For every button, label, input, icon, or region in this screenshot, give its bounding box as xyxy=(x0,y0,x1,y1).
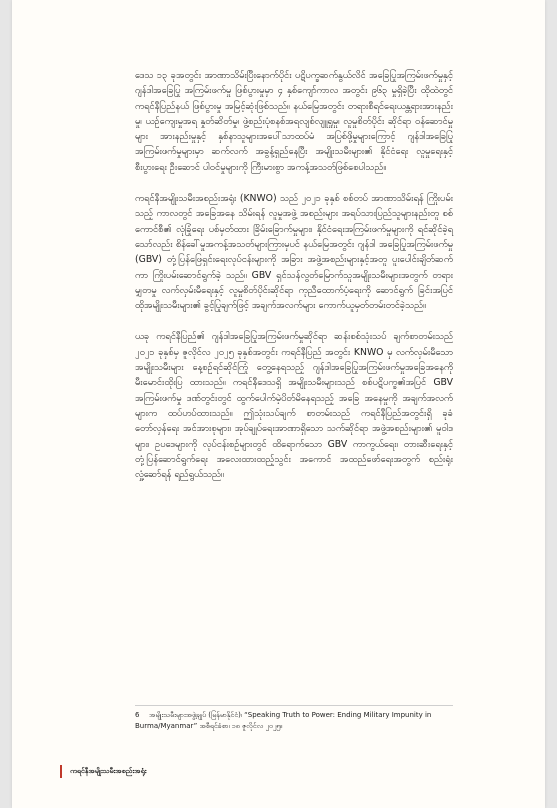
document-page xyxy=(12,0,545,808)
footer-organization-name: ကရင်နီအမျိုးသမီးအစည်းအရုံး xyxy=(70,767,147,775)
paragraph-1: ဒေသ ၁၃ ခုအတွင်း အာဏာသိမ်းပြီးနောက်ပိုင်း ပဋိပက္ခဆက်နွယ်လိင် အခြေပြုအကြမ်းဖက်မှုနှင့် ဂျန်ဒါအခြေပြု အကြမ်းဖက်မှု ဖြစ်ပွားမှုမှာ ၄ နှစ်ကျော်ကာလ အတွင်း ၉၆၃ မှုရှိခဲ့ပြီး ထိုထဲတွင် ကရင်နီပြည်နယ် ဖြစ်ပွားမှု အမြင့်ဆုံးဖြစ်သည်။ နယ်မြေအတွင်း တရားစီရင်ရေးယန္တရားအားနည်းမှု၊ ယဉ်ကျေးမှုအရ နှုတ်ဆိတ်မှု၊ ဖွဲ့စည်းပုံစနစ်အရလျစ်လျူရှုမှု၊ လူမှုစိတ်ပိုင်း ဆိုင်ရာ ဝန်ဆောင်မှုများ အားနည်းမှုနှင့် နှစ်နာသူများအပေါ်သာထပ်မံ အပြစ်ဖို့မှုများကြောင့် ဂျန်ဒါအခြေပြုအကြမ်းဖက်မှုများမှာ ဆက်လက် အခွန့်ရှည်နေပြီး အမျိုးသမီးများ၏ နိုင်ငံရေး လူမှုရေးနှင့် စီးပွားရေး ဦးဆောင် ပါဝင်မှုများကို ကြီးမားစွာ အကန့်အသတ်ဖြစ်စေပါသည်။ xyxy=(135,70,453,173)
footnote xyxy=(135,710,453,732)
paragraph-2: ကရင်နီအမျိုးသမီးအစည်းအရုံး (KNWO) သည် ၂၀၂၁ ခုနှစ် စစ်တပ် အာဏာသိမ်းရန် ကြိုးပမ်းသည့် ကာလတွင် အခြေအနေ သိမ်းရန် လူမှုအဖွဲ့ အစည်းများ အရပ်သားပြည်သူများနည်းတူ စစ်ကောင်စီ၏ လုံခြုံရေး ပစ်မှတ်ထား ခြိမ်းခြောက်မှုများ၊ နိုင်ငံရေးအကြမ်းဖက်မှုများကို ရင်ဆိုင်ခဲ့ရ သော်လည်း စိန်ခေါ်မှုအကန့်အသတ်များကြားမှပင် နယ်မြေအတွင်း ဂျန်ဒါ အခြေပြုအကြမ်းဖက်မှု (GBV) တုံ့ပြန်ဖြေရှင်းရေးလုပ်ငန်းများကို အခြား အဖွဲ့အစည်းများနှင့်အတူ ပူးပေါင်းချိတ်ဆက်ကာ ကြိုးပမ်းဆောင်ရွက်ခဲ့ သည်။ GBV ရှင်သန်လွတ်မြောက်သူအမျိုးသမီးများအတွက် တရားမျှတမှု လက်လှမ်းမီရေးနှင့် လူမှုစိတ်ပိုင်းဆိုင်ရာ ကုညီထောက်ပံ့ရေးကို ဆောင်ရွက် ခြင်းအပြင် ထိုအမျိုးသမီးများ၏ ခွင့်ပြုချက်ဖြင့် အချက်အလက်များ ကောက်ယူမှတ်တမ်းတင်ခဲ့သည်။ xyxy=(135,193,453,312)
paragraph-3: ယခု ကရင်နီပြည်၏ ဂျန်ဒါအခြေပြုအကြမ်းဖက်မှုဆိုင်ရာ ဆန်းစစ်သုံးသပ် ချက်စာတမ်းသည် ၂၀၂၁ ခုနှစ်မှ ဇူလိုင်လ ၂၀၂၅ ခုနှစ်အတွင်း ကရင်နီပြည် အတွင်း KNWO မှ လက်လှမ်းမီသော အမျိုးသမီးများ နေ့စဉ်ရင်ဆိုင်ကြုံ တွေ့နေရသည့် ဂျန်ဒါအခြေပြုအကြမ်းဖက်မှုအခြေအနေကို မီးမောင်းထိုးပြ ထားသည်။ ကရင်နီဒေသရှိ အမျိုးသမီးများသည် စစ်ပဋိပက္ခ၏အပြင် GBV အကြမ်းဖက်မှု ဒဏ်တွင်းတွင် ထွက်ပေါက်မဲ့ပိတ်မိနေရသည့် အခြေ အနေမှုကို အချက်အလက်များက ထပ်ဟပ်ထားသည်။ ဤသုံးသပ်ချက် စာတမ်းသည် ကရင်နီပြည်အတွင်းရှိ ခုခံတော်လှန်ရေး အင်အားစုများ၊ အုပ်ချုပ်ရေးအာဏာရှိသော သက်ဆိုင်ရာ အဖွဲ့အစည်းများ၏ မူဝါဒများ၊ ဥပဒေများကို လုပ်ငန်းစဉ်များတွင် ထိရောက်သော GBV ကာကွယ်ရေး၊ တားဆီးရေးနှင့် တုံ့ပြန်ဆောင်ရွက်ရေး အလေးထားထည့်သွင်း အကောင် အထည်ဖော်ရေးအတွက် စည်းရုံးလှုံ့ဆော်ရန် ရည်ရွယ်သည်။ xyxy=(135,331,453,481)
footnote-divider xyxy=(135,705,453,706)
page-footer xyxy=(60,764,420,780)
footer-accent-bar xyxy=(60,765,62,778)
main-text xyxy=(135,68,453,498)
footnote-number: 6 xyxy=(135,711,140,719)
footnote-text: အမျိုးသမီးများအဖွဲ့ချုပ် (မြန်မာနိုင်ငံ)၊ “Speaking Truth to Power: Ending Military Impunity in Burma/Myanmar” အစီရင်ခံစာ၊ ၁၈ ဇူလိုင်လ ၂၀၂၅။ xyxy=(135,711,432,730)
